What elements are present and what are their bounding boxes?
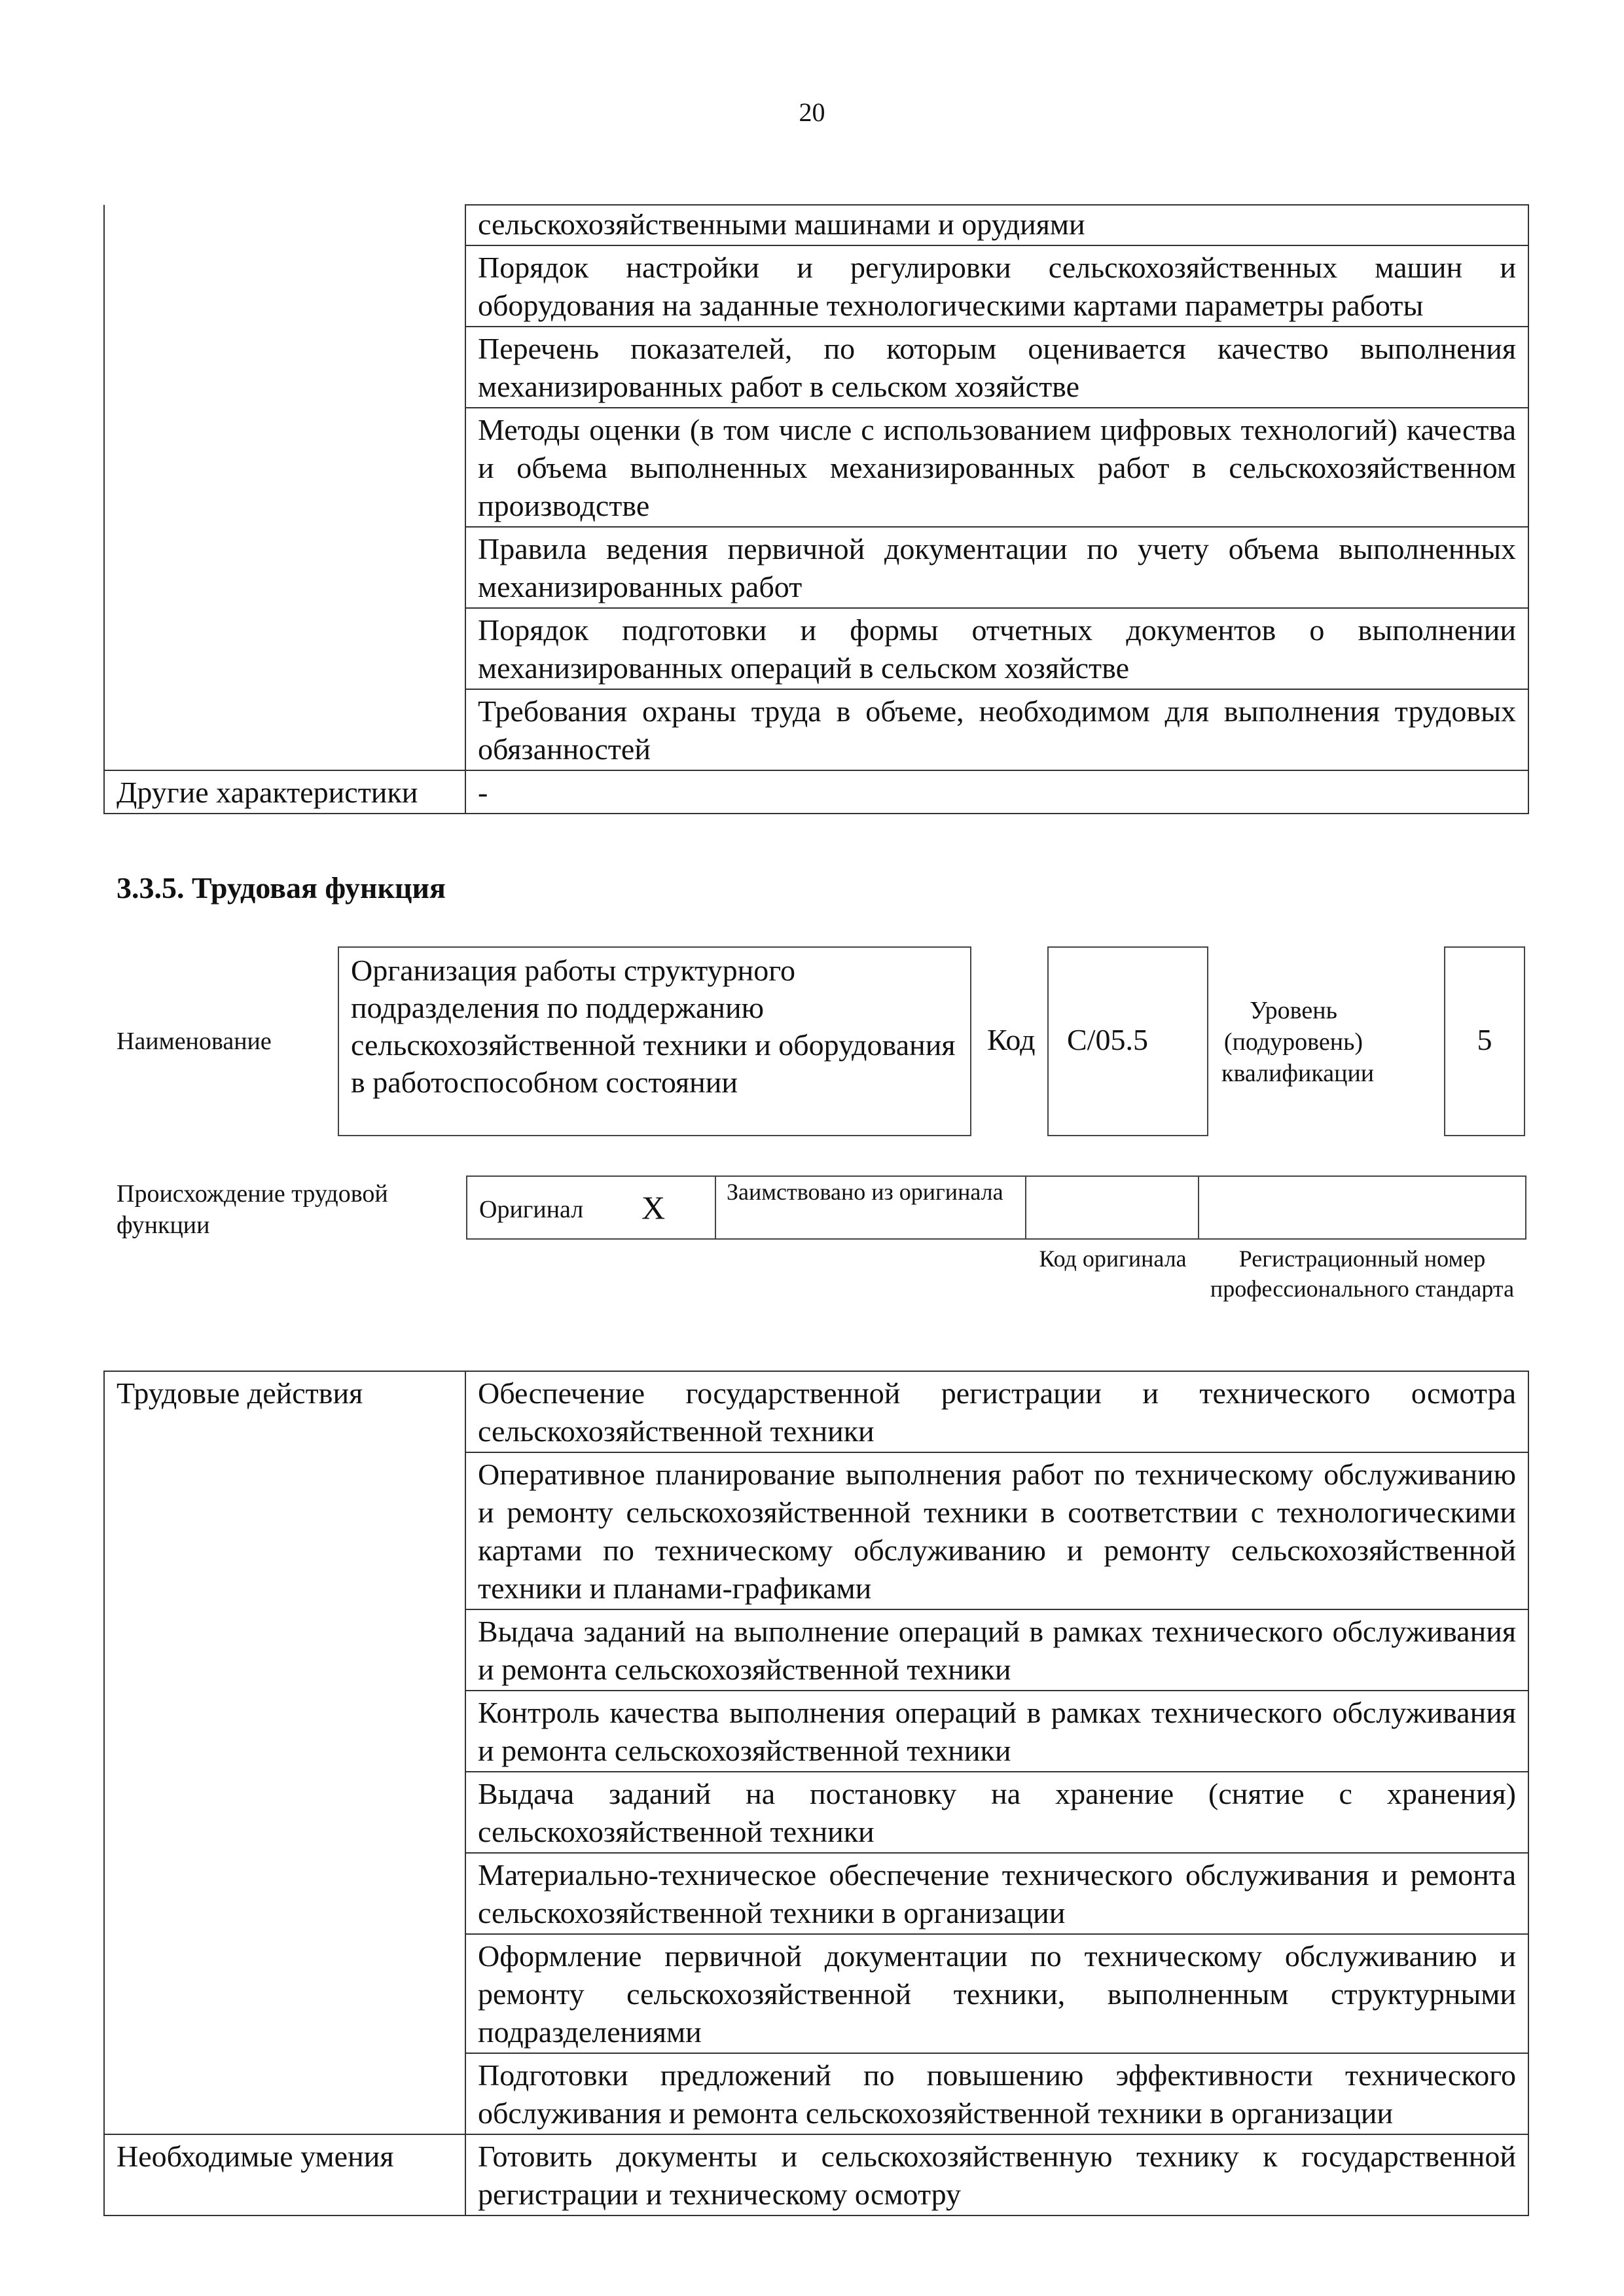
code-label: Код [987, 1023, 1036, 1056]
original-label: Оригинал [479, 1196, 584, 1223]
level-box [1444, 946, 1525, 1136]
origin-label: Происхождение трудовой функции [117, 1180, 388, 1239]
table-row: Выдача заданий на выполнение операций в рамках технического обслуживания и ремонта сельскохозяйственной техники [465, 1609, 1528, 1691]
knowledge-table [103, 204, 1529, 814]
table-row: Оперативное планирование выполнения работ по техническому обслуживанию и ремонту сельскохозяйственной техники в соответствии с технологическими картами по техническому обслуживанию и ремонту сельскохозяйственной техники и планами-графиками [465, 1452, 1528, 1609]
code-value: C/05.5 [1067, 1023, 1148, 1056]
borrowed-label: Заимствовано из оригинала [727, 1179, 1003, 1205]
table-row: Материально-техническое обеспечение технического обслуживания и ремонта сельскохозяйственной техники в организации [465, 1853, 1528, 1934]
divider [1025, 1175, 1026, 1240]
table-row: Выдача заданий на постановку на хранение (снятие с хранения) сельскохозяйственной техники [465, 1772, 1528, 1853]
name-label: Наименование [117, 1028, 272, 1055]
divider [1198, 1175, 1199, 1240]
table-row: Порядок настройки и регулировки сельскохозяйственных машин и оборудования на заданные технологическими картами параметры работы [465, 245, 1528, 327]
skills-label: Необходимые умения [104, 2134, 465, 2215]
reg-caption: Регистрационный номер профессионального стандарта [1210, 1246, 1515, 1302]
other-characteristics-value: - [465, 770, 1528, 814]
table-row: Контроль качества выполнения операций в рамках технического обслуживания и ремонта сельскохозяйственной техники [465, 1691, 1528, 1772]
page-number: 20 [799, 98, 825, 127]
table-row: Перечень показателей, по которым оценивается качество выполнения механизированных работ в сельском хозяйстве [465, 327, 1528, 408]
actions-label: Трудовые действия [104, 1371, 465, 2134]
table-row: Требования охраны труда в объеме, необходимом для выполнения трудовых обязанностей [465, 689, 1528, 770]
table-row: Правила ведения первичной документации по учету объема выполненных механизированных работ [465, 527, 1528, 608]
table-row: Готовить документы и сельскохозяйственную технику к государственной регистрации и техническому осмотру [465, 2134, 1528, 2215]
name-box [338, 946, 971, 1136]
table-row: Порядок подготовки и формы отчетных документов о выполнении механизированных операций в сельском хозяйстве [465, 608, 1528, 689]
table-row: Методы оценки (в том числе с использованием цифровых технологий) качества и объема выполненных механизированных работ в сельскохозяйственном производстве [465, 408, 1528, 527]
table-row: Оформление первичной документации по техническому обслуживанию и ремонту сельскохозяйственной техники, выполненным структурными подразделениями [465, 1934, 1528, 2053]
code-box [1047, 946, 1208, 1136]
level-value: 5 [1477, 1023, 1492, 1056]
function-name: Организация работы структурного подразделения по поддержанию сельскохозяйственной техники и оборудования в работоспособном состоянии [351, 954, 956, 1099]
section-title: 3.3.5. Трудовая функция [117, 871, 446, 905]
table-row: сельскохозяйственными машинами и орудиями [465, 205, 1528, 245]
code-caption: Код оригинала [1039, 1246, 1187, 1272]
level-label: Уровень (подуровень) квалификации [1221, 997, 1375, 1087]
actions-table [103, 1371, 1529, 2216]
original-mark: X [641, 1189, 666, 1226]
other-characteristics-label: Другие характеристики [104, 770, 465, 814]
table-row: Обеспечение государственной регистрации и технического осмотра сельскохозяйственной техники [465, 1371, 1528, 1452]
empty-label-cell [104, 205, 465, 770]
divider [715, 1175, 716, 1240]
table-row: Подготовки предложений по повышению эффективности технического обслуживания и ремонта сельскохозяйственной техники в организации [465, 2053, 1528, 2134]
